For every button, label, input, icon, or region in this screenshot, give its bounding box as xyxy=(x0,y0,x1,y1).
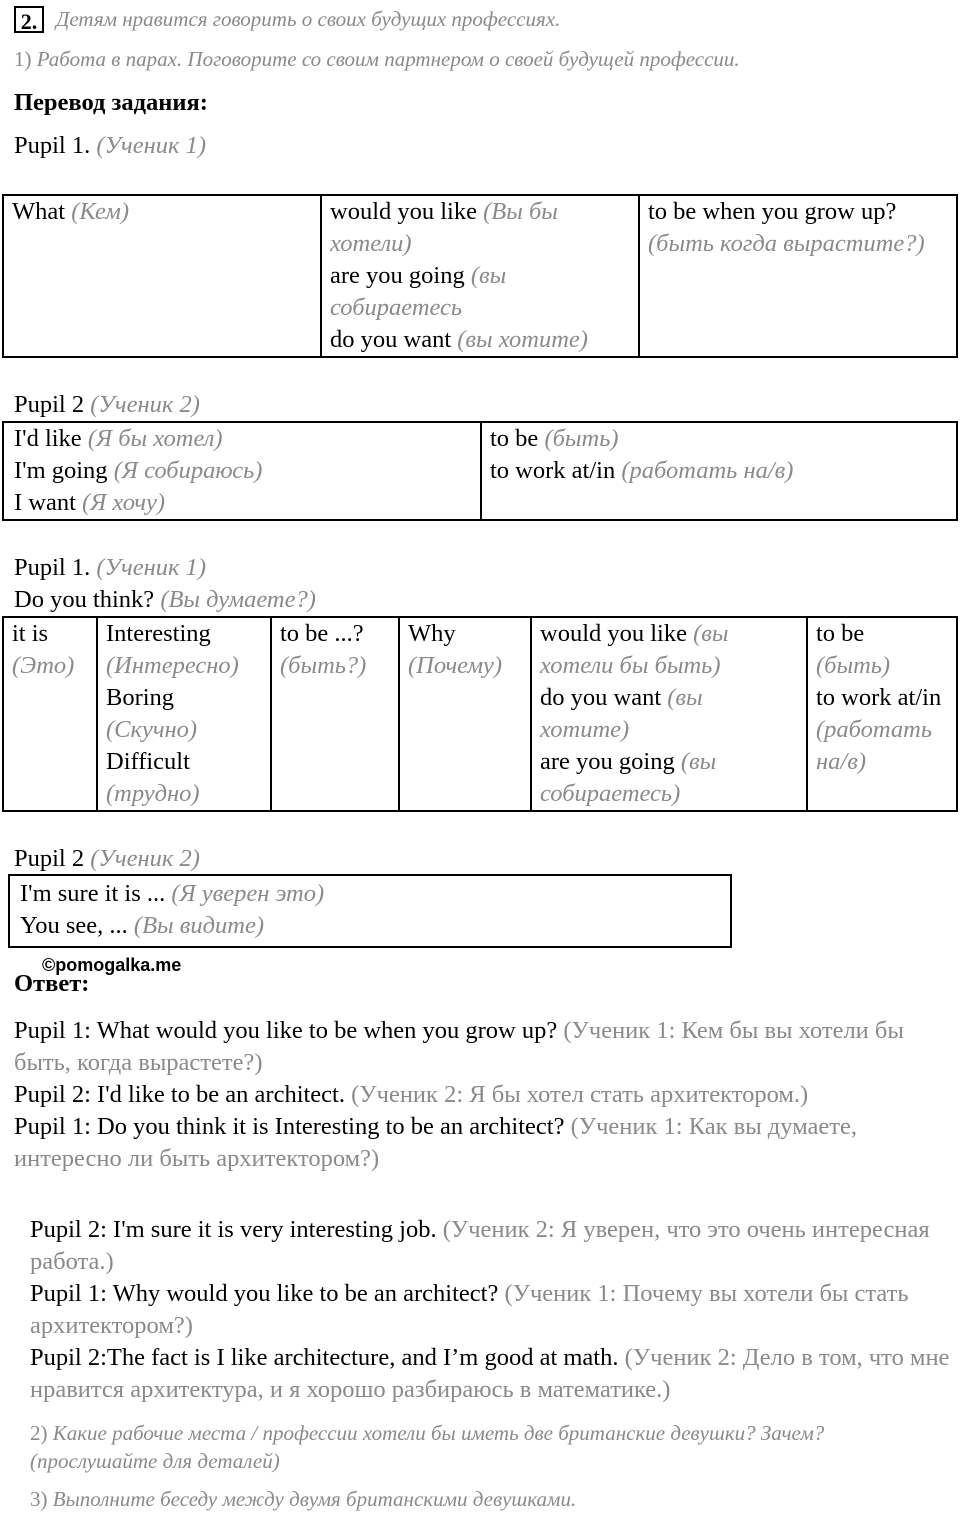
task-title: Детям нравится говорить о своих будущих профессиях. xyxy=(56,7,561,31)
phrase-translation: (быть) xyxy=(816,652,891,679)
phrase: I'm sure it is ... xyxy=(20,880,166,907)
answer-line xyxy=(14,1079,944,1111)
phrase: it is xyxy=(12,620,49,647)
subtask-1-number: 1) xyxy=(14,47,32,71)
phrase-translation: (Вы видите) xyxy=(133,912,265,939)
table2-col-start xyxy=(3,422,481,520)
phrase: Interesting xyxy=(106,620,211,647)
pupil-label-translation: (Ученик 2) xyxy=(90,845,200,872)
answer-translation: (Ученик 2: Дело в том, что мне нравится архитектура, и я хорошо разбираюсь в математике.) xyxy=(30,1344,950,1403)
phrase-translation: (Кем) xyxy=(71,198,130,225)
answer-text: Pupil 1: Do you think it is Interesting to be an architect? xyxy=(14,1113,565,1140)
phrase: would you like xyxy=(540,620,687,647)
pupil2-label-a xyxy=(14,389,200,421)
pupil-label-translation: (Ученик 1) xyxy=(96,132,206,159)
answer-text: Pupil 1: Why would you like to be an architect? xyxy=(30,1280,499,1307)
phrase-translation: (трудно) xyxy=(106,780,200,807)
phrase-translation: (Почему) xyxy=(408,652,503,679)
answer-heading: Ответ: xyxy=(14,970,90,997)
phrase-translation: (быть) xyxy=(544,425,619,452)
phrase-translation: (работать на/в) xyxy=(621,457,794,484)
phrase: I'm going xyxy=(14,457,108,484)
subtask-1 xyxy=(14,46,740,73)
phrase: Boring xyxy=(106,684,175,711)
table1-col-verb xyxy=(321,195,639,357)
answer-translation: (Ученик 2: Я уверен, что это очень интересная работа.) xyxy=(30,1216,930,1275)
pupil-label: Pupil 1. xyxy=(14,554,91,581)
phrase: You see, ... xyxy=(20,912,128,939)
phrase-translation: хотите) xyxy=(540,716,630,743)
phrase: Do you think? xyxy=(14,586,155,613)
phrase: are you going xyxy=(540,748,675,775)
translation-heading: Перевод задания: xyxy=(14,89,208,116)
subtask-3 xyxy=(30,1485,576,1513)
phrase-translation: (Я хочу) xyxy=(82,489,166,516)
answer-text: Pupil 2: I'm sure it is very interesting job. xyxy=(30,1216,437,1243)
phrase-translation: (работать на/в) xyxy=(816,716,932,775)
phrase: I'd like xyxy=(14,425,82,452)
phrase-table-question xyxy=(2,194,958,358)
phrase: Difficult xyxy=(106,748,190,775)
phrase: do you want xyxy=(330,326,452,353)
answer-text: Pupil 2:The fact is I like architecture, and I’m good at math. xyxy=(30,1344,619,1371)
phrase: to be when you grow up? xyxy=(648,198,897,225)
phrase: to work at/in xyxy=(490,457,616,484)
phrase-translation: (Вы бы хотели) xyxy=(330,198,558,257)
phrase-translation: (Интересно) xyxy=(106,652,239,679)
answer-translation: (Ученик 1: Как вы думаете, интересно ли быть архитектором?) xyxy=(14,1113,857,1172)
answer-text: Pupil 2: I'd like to be an architect. xyxy=(14,1081,345,1108)
answer-translation: (Ученик 1: Кем бы вы хотели бы быть, когда вырастете?) xyxy=(14,1017,904,1076)
pupil-label: Pupil 2 xyxy=(14,391,85,418)
phrase: I want xyxy=(14,489,76,516)
phrase: to be ...? xyxy=(280,620,364,647)
subtask-3-number: 3) xyxy=(30,1487,48,1511)
phrase-translation: собираетесь) xyxy=(540,780,681,807)
do-you-think xyxy=(14,584,316,616)
subtask-2-text: Какие рабочие места / профессии хотели бы иметь две британские девушки? Зачем? (прослушайте для деталей) xyxy=(30,1421,825,1473)
pupil1-label-a xyxy=(14,130,206,162)
subtask-3-text: Выполните беседу между двумя британскими девушками. xyxy=(52,1487,577,1511)
answer-translation: (Ученик 1: Почему вы хотели бы стать архитектором?) xyxy=(30,1280,909,1339)
phrase-translation: (вы собираетесь xyxy=(330,262,507,321)
table3-col-it-is xyxy=(3,617,97,811)
phrase: What xyxy=(12,198,66,225)
pupil1-label-b xyxy=(14,552,206,584)
phrase-translation: (Я уверен это) xyxy=(171,880,325,907)
answers-block-1 xyxy=(14,1015,944,1175)
table3-col-verb xyxy=(531,617,807,811)
exercise-number: 2. xyxy=(14,6,44,33)
phrase-translation: (вы xyxy=(693,620,729,647)
phrase-table-answer xyxy=(2,421,958,521)
phrase: Why xyxy=(408,620,456,647)
phrase: to be xyxy=(490,425,539,452)
table1-col-what xyxy=(3,195,321,357)
phrase: to work at/in xyxy=(816,684,942,711)
phrase-translation: (Вы думаете?) xyxy=(160,586,316,613)
phrase-translation: (быть когда вырастите?) xyxy=(648,230,925,257)
table3-col-adjective xyxy=(97,617,271,811)
phrase-translation: (вы хотите) xyxy=(457,326,588,353)
phrase-box-reply xyxy=(8,874,732,948)
subtask-2 xyxy=(30,1419,950,1475)
pupil2-label-b xyxy=(14,843,200,875)
answers-block-2 xyxy=(30,1214,950,1406)
pupil-label: Pupil 1. xyxy=(14,132,91,159)
subtask-1-text: Работа в парах. Поговорите со своим партнером о своей будущей профессии. xyxy=(36,47,740,71)
phrase-translation: (вы xyxy=(680,748,717,775)
pupil-label: Pupil 2 xyxy=(14,845,85,872)
table3-col-why xyxy=(399,617,531,811)
answer-text: Pupil 1: What would you like to be when you grow up? xyxy=(14,1017,558,1044)
answer-line xyxy=(30,1214,950,1278)
phrase-translation: (Это) xyxy=(12,652,75,679)
answer-line xyxy=(30,1342,950,1406)
table3-col-ending xyxy=(807,617,957,811)
table2-col-end xyxy=(481,422,957,520)
subtask-2-number: 2) xyxy=(30,1421,48,1445)
phrase-translation: (Я собираюсь) xyxy=(113,457,263,484)
phrase: are you going xyxy=(330,262,465,289)
answer-line xyxy=(14,1015,944,1079)
answer-translation: (Ученик 2: Я бы хотел стать архитектором.) xyxy=(351,1081,809,1108)
phrase-translation: (вы xyxy=(667,684,703,711)
answer-line xyxy=(14,1111,944,1175)
watermark: ©pomogalka.me xyxy=(42,955,182,975)
answer-line xyxy=(30,1278,950,1342)
table3-col-to-be xyxy=(271,617,399,811)
phrase-translation: (быть?) xyxy=(280,652,367,679)
phrase-table-opinion xyxy=(2,616,958,812)
table1-col-ending xyxy=(639,195,957,357)
phrase: to be xyxy=(816,620,865,647)
pupil-label-translation: (Ученик 2) xyxy=(90,391,200,418)
phrase: do you want xyxy=(540,684,662,711)
pupil-label-translation: (Ученик 1) xyxy=(96,554,206,581)
phrase-translation: (Скучно) xyxy=(106,716,198,743)
phrase-translation: (Я бы хотел) xyxy=(87,425,223,452)
phrase-translation: хотели бы быть) xyxy=(540,652,721,679)
phrase: would you like xyxy=(330,198,477,225)
